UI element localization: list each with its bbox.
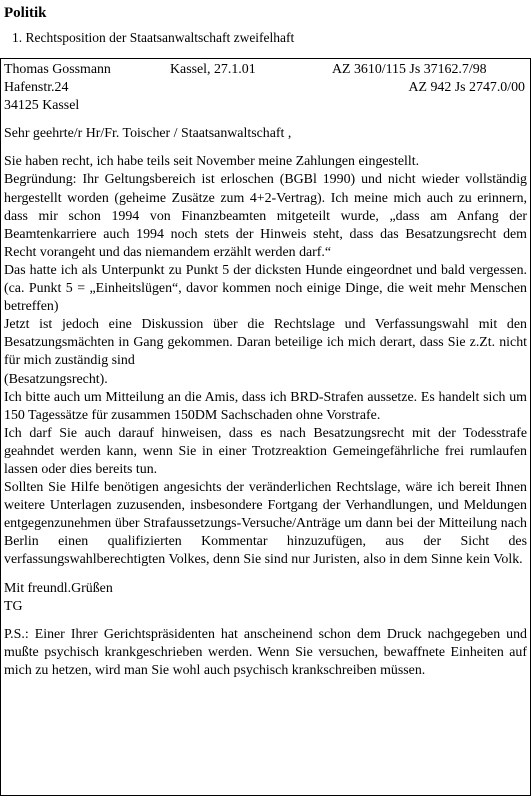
body-paragraph: (Besatzungsrecht). [4,371,108,387]
body-paragraph: Ich bitte auch um Mitteilung an die Amis, dass ich BRD-Strafen aussetze. Es handelt sich um 150 Tagessätze für zusammen 150DM Sachschaden ohne Vorstrafe. [4,389,527,423]
body-paragraph: Jetzt ist jedoch eine Diskussion über die Rechtslage und Verfassungswahl mit den Besatzungsmächten in Gang gekommen. Daran beteilige ich mich derart, dass Sie z.Zt. nicht für mich zuständig sind [4,317,527,369]
postscript: P.S.: Einer Ihrer Gerichtspräsidenten hat anscheinend schon dem Druck nachgegeben und mußte psychisch krankgeschrieben werden. Wenn Sie versuchen, bewaffnete Einheiten auf mich zu hetzen, wird man Sie wohl auch psychisch krankschreiben müssen. [4,626,527,678]
initials: TG [4,598,23,614]
letter-header-row-3 [4,97,527,115]
letter-header-row-2 [4,79,527,97]
body-paragraph: Das hatte ich als Unterpunkt zu Punkt 5 der dicksten Hunde eingeordnet und bald vergessen. (ca. Punkt 5 = „Einheitslügen“, davor kommen noch einige Dinge, die weit mehr Menschen betreffen) [4,262,527,315]
letter-body [4,153,527,569]
sender-street: Hafenstr.24 [4,80,69,96]
body-paragraph: Sie haben recht, ich habe teils seit November meine Zahlungen eingestellt. [4,154,420,170]
file-reference-1: AZ 3610/115 Js 37162.7/98 [332,62,487,77]
body-paragraph: Sollten Sie Hilfe benötigen angesichts der veränderlichen Rechtslage, wäre ich bereit Ihnen weitere Unterlagen zuzusenden, insbesondere Fortgang der Verhandlungen, und Meldungen entgegenzunehmen über Strafaussetzungs-Versuche/Anträge um dann bei der Mitteilung nach Berlin einen qualifizierten Kommentar hinzuzufügen, aus der Sicht des verfassungswahlberechtigten Volkes, denn Sie sind nur Juristen, also in dem Sinne kein Volk. [4,480,527,568]
letter-content [1,59,530,680]
sender-name: Thomas Gossmann [4,62,111,77]
closing: Mit freundl.Grüßen [4,580,113,596]
letter-box [0,58,531,796]
place-date: Kassel, 27.1.01 [170,62,256,77]
body-paragraph: Ich darf Sie auch darauf hinweisen, dass es nach Besatzungsrecht mit der Todesstrafe geahndet werden kann, wenn Sie in einer Trotzreaktion Gemeingefährliche frei rumlaufen lassen oder dies bereits tun. [4,425,527,477]
section-subtitle: 1. Rechtsposition der Staatsanwaltschaft zweifelhaft [12,30,295,45]
file-reference-2: AZ 942 Js 2747.0/00 [408,80,525,96]
letter-header-row-1 [4,61,527,79]
salutation: Sehr geehrte/r Hr/Fr. Toischer / Staatsanwaltschaft , [4,126,292,142]
section-title: Politik [4,5,47,21]
sender-city: 34125 Kassel [4,98,80,114]
body-paragraph: Begründung: Ihr Geltungsbereich ist erloschen (BGBl 1990) und nicht wieder vollständig hergestellt worden (geheime Zusätze zum 4+2-Vertrag). Ich meine mich auch zu erinnern, dass mir schon 1994 von Finanzbeamten mitgeteilt wurde, „dass am Anfang der Beamtenkarriere auch 1994 noch stets der Hinweis steht, dass das Besatzungsrecht dem Recht vorangeht und das niemandem erzählt werden darf.“ [4,172,527,260]
